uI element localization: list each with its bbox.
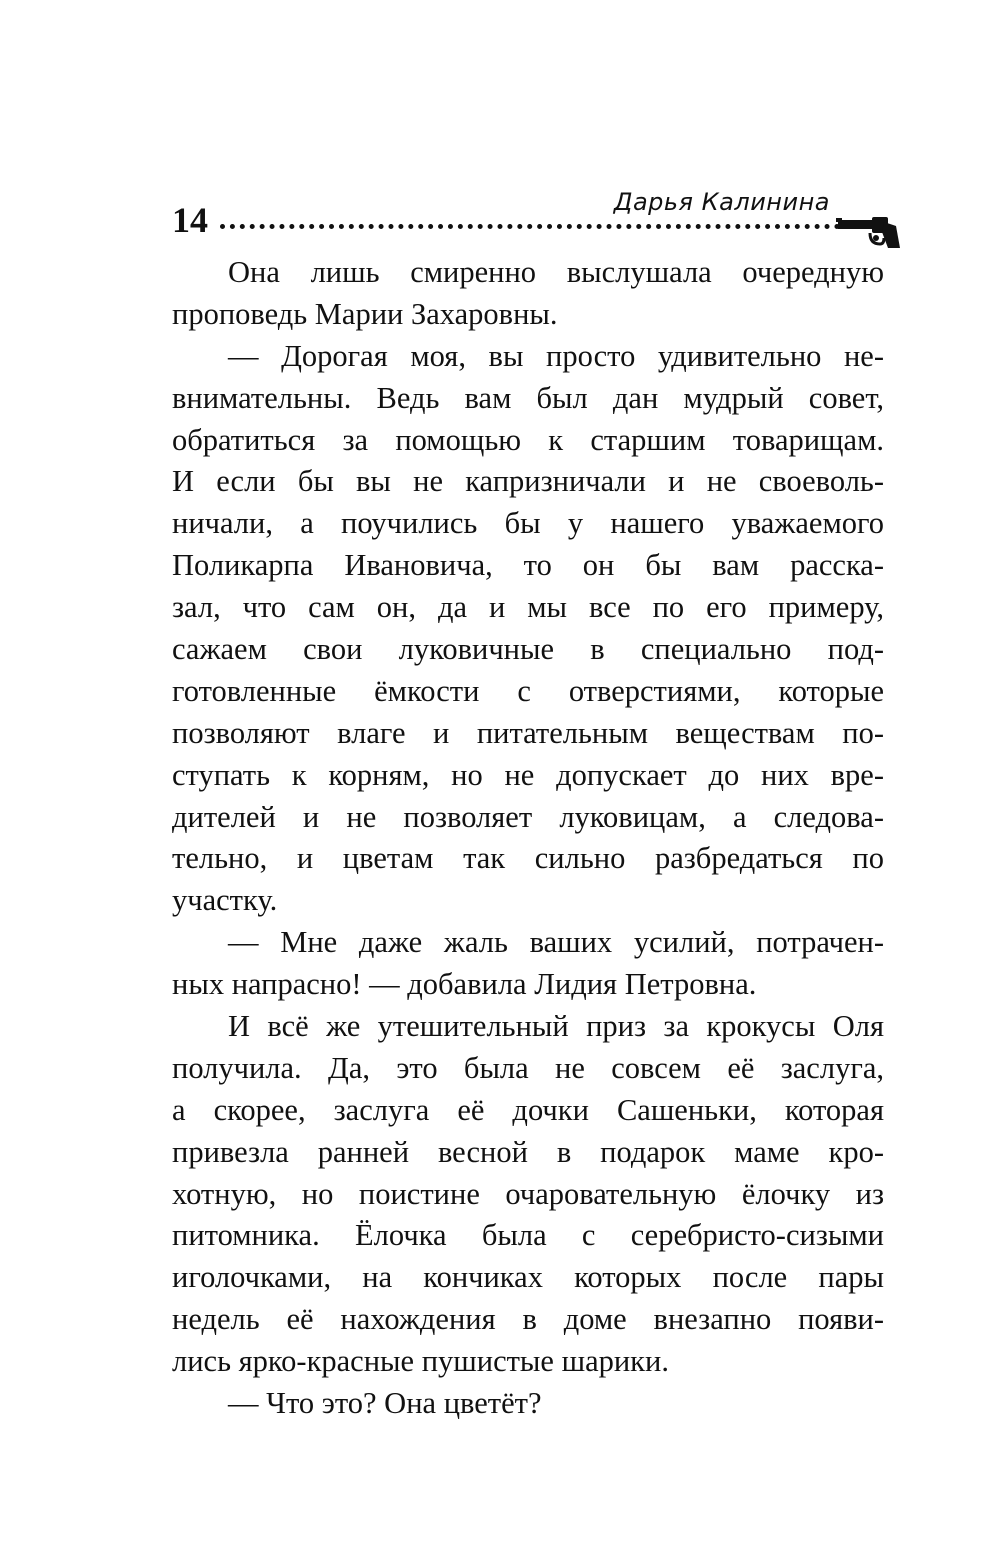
dotted-leader-rule bbox=[220, 224, 850, 229]
text-line: привезла ранней весной в подарок маме кро- bbox=[172, 1134, 884, 1169]
text-line: зал, что сам он, да и мы все по его примеру, bbox=[172, 590, 884, 625]
text-line: готовленные ёмкости с отверстиями, которые bbox=[172, 673, 884, 708]
text-line: обратиться за помощью к старшим товарищам. bbox=[172, 422, 884, 457]
text-line: тельно, и цветам так сильно разбредаться по bbox=[172, 841, 884, 876]
text-line: недель её нахождения в доме внезапно появи- bbox=[172, 1302, 884, 1337]
text-line: — Мне даже жаль ваших усилий, потрачен- bbox=[228, 925, 884, 960]
running-head bbox=[172, 182, 898, 252]
text-line: а скорее, заслуга её дочки Сашеньки, которая bbox=[172, 1092, 884, 1127]
text-line: иголочками, на кончиках которых после пары bbox=[172, 1260, 884, 1295]
text-line: Она лишь смиренно выслушала очередную bbox=[228, 255, 884, 289]
text-line: внимательны. Ведь вам был дан мудрый совет, bbox=[172, 380, 884, 415]
text-line: ничали, а поучились бы у нашего уважаемого bbox=[172, 506, 884, 541]
text-line: проповедь Марии Захаровны. bbox=[172, 296, 558, 331]
revolver-icon bbox=[836, 214, 900, 250]
text-line: — Что это? Она цветёт? bbox=[228, 1386, 542, 1421]
text-line: ных напрасно! — добавила Лидия Петровна. bbox=[172, 967, 757, 1002]
text-line: И всё же утешительный приз за крокусы Оля bbox=[228, 1009, 884, 1044]
text-line: хотную, но поистине очаровательную ёлочку из bbox=[172, 1176, 884, 1211]
text-line: Поликарпа Ивановича, то он бы вам расска- bbox=[172, 548, 884, 583]
text-line: позволяют влаге и питательным веществам по- bbox=[172, 715, 884, 750]
text-line: лись ярко-красные пушистые шарики. bbox=[172, 1344, 669, 1379]
text-line: ступать к корням, но не допускает до них вре- bbox=[172, 757, 884, 792]
text-line: сажаем свои луковичные в специально под- bbox=[172, 632, 884, 667]
text-line: получила. Да, это была не совсем её заслуга, bbox=[172, 1050, 884, 1085]
text-line: И если бы вы не капризничали и не своеволь- bbox=[172, 464, 884, 499]
running-head-author: Дарья Калинина bbox=[613, 188, 830, 216]
body-text bbox=[172, 252, 884, 1425]
text-line: — Дорогая моя, вы просто удивительно не- bbox=[228, 338, 884, 373]
text-line: дителей и не позволяет луковицам, а следова- bbox=[172, 799, 884, 834]
text-line: участку. bbox=[172, 883, 278, 918]
page-number: 14 bbox=[172, 200, 208, 240]
text-line: питомника. Ёлочка была с серебристо-сизыми bbox=[172, 1218, 884, 1253]
